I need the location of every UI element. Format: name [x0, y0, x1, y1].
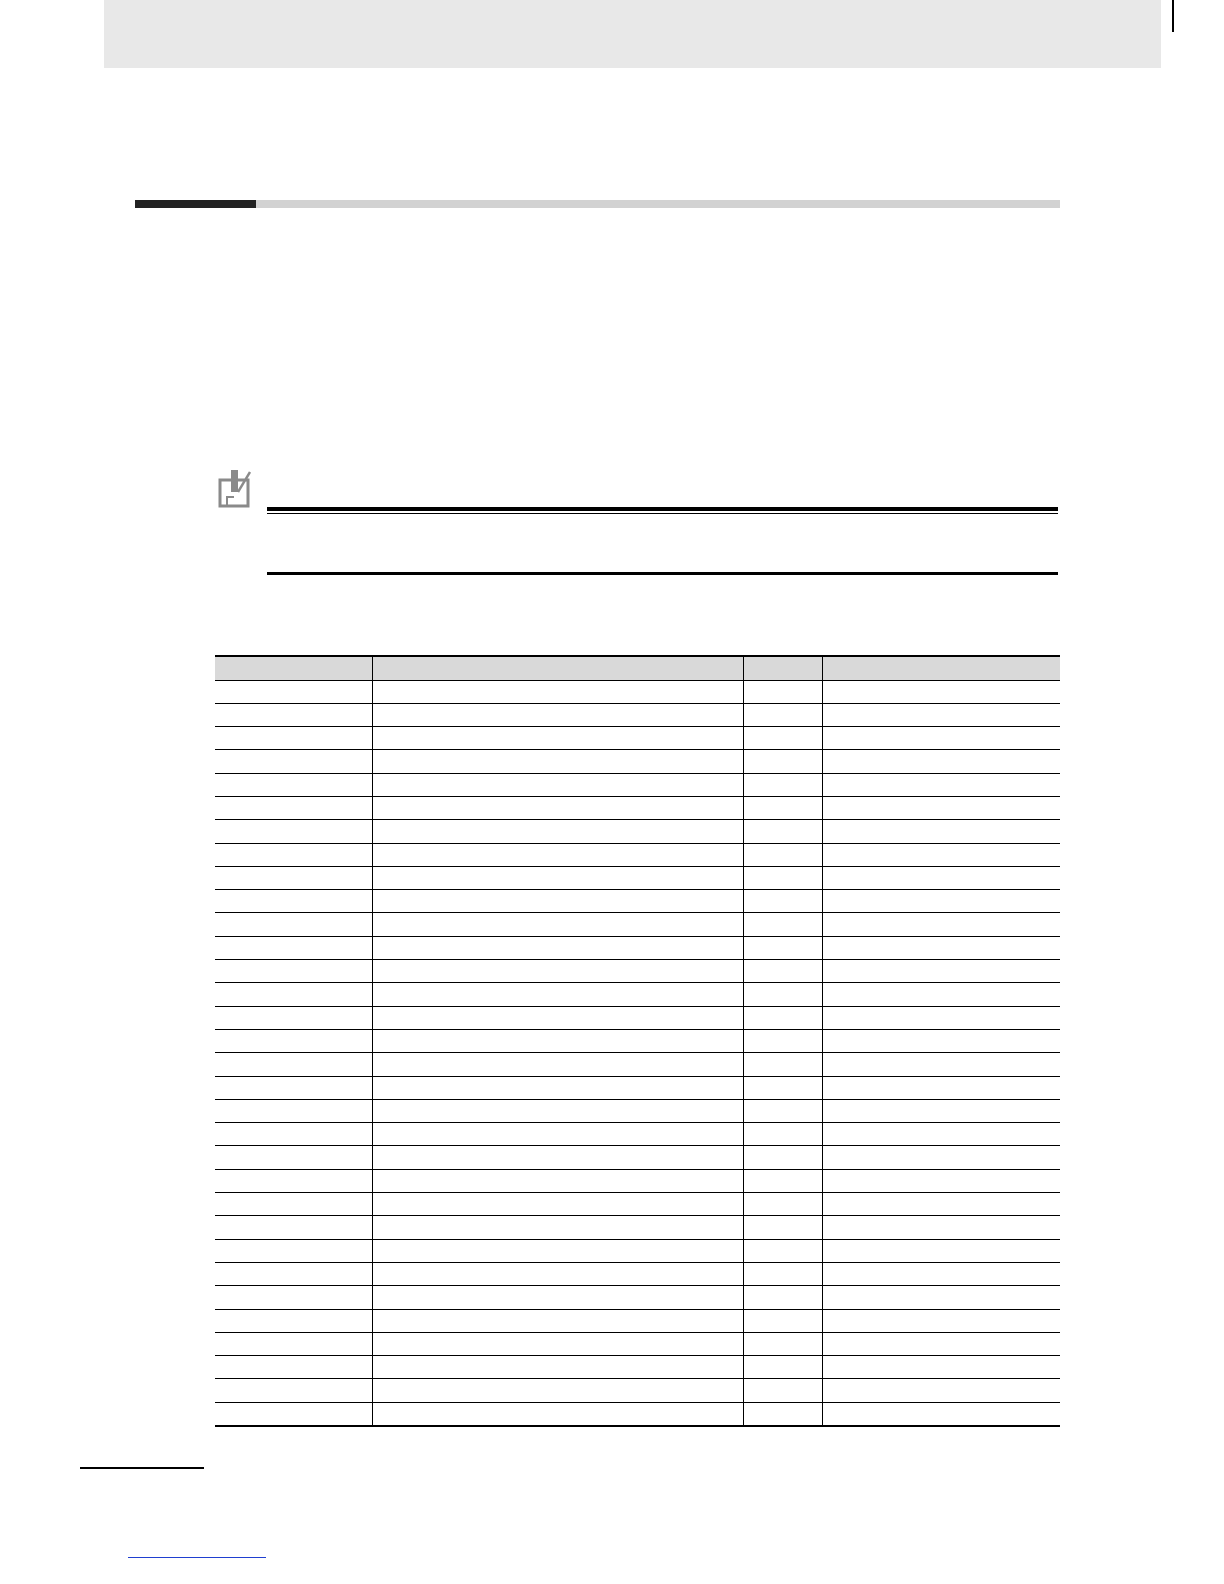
table-row: [215, 1029, 1060, 1052]
precautions-for-correct-use-icon: [218, 467, 254, 509]
note-top-rule-thin: [267, 513, 1058, 514]
table-row: [215, 1146, 1060, 1169]
table-cell: [215, 843, 372, 866]
table-cell: [743, 1379, 822, 1402]
table-cell: [215, 727, 372, 750]
table-cell: [743, 1123, 822, 1146]
table-cell: [215, 1006, 372, 1029]
table-row: [215, 1006, 1060, 1029]
table-cell: [215, 1239, 372, 1262]
table-cell: [743, 1169, 822, 1192]
table-cell: [822, 1123, 1060, 1146]
table-cell: [822, 913, 1060, 936]
table-cell: [372, 1309, 743, 1332]
table-row: [215, 820, 1060, 843]
table-row: [215, 1356, 1060, 1379]
table-cell: [822, 1146, 1060, 1169]
table-cell: [822, 680, 1060, 703]
table-cell: [372, 960, 743, 983]
table-cell: [372, 1146, 743, 1169]
table-cell: [822, 843, 1060, 866]
table-row: [215, 866, 1060, 889]
table-cell: [372, 1099, 743, 1122]
table-cell: [215, 983, 372, 1006]
table-row: [215, 890, 1060, 913]
table-cell: [822, 820, 1060, 843]
table-cell: [743, 913, 822, 936]
table-row: [215, 1309, 1060, 1332]
table-cell: [822, 866, 1060, 889]
table-cell: [743, 1262, 822, 1285]
table-cell: [822, 727, 1060, 750]
table-row: [215, 680, 1060, 703]
table-cell: [822, 1309, 1060, 1332]
table-row: [215, 727, 1060, 750]
table-cell: [372, 750, 743, 773]
table-cell: [743, 1076, 822, 1099]
table-cell: [372, 703, 743, 726]
table-cell: [822, 890, 1060, 913]
table-cell: [372, 983, 743, 1006]
table-cell: [372, 680, 743, 703]
table-cell: [215, 1193, 372, 1216]
table-row: [215, 1123, 1060, 1146]
table-cell: [215, 866, 372, 889]
table-cell: [372, 866, 743, 889]
table-cell: [372, 936, 743, 959]
table-cell: [372, 796, 743, 819]
table-cell: [822, 1262, 1060, 1285]
table-row: [215, 1076, 1060, 1099]
table-cell: [822, 1286, 1060, 1309]
table-cell: [743, 983, 822, 1006]
table-cell: [743, 1053, 822, 1076]
table-cell: [743, 866, 822, 889]
table-row: [215, 1332, 1060, 1355]
table-cell: [743, 1099, 822, 1122]
table-row: [215, 1379, 1060, 1402]
section-heading-rule-accent: [135, 200, 256, 208]
table-header-cell: [822, 656, 1060, 680]
table-cell: [822, 1076, 1060, 1099]
table-cell: [215, 680, 372, 703]
table-cell: [743, 820, 822, 843]
table-cell: [372, 1262, 743, 1285]
table-cell: [743, 1309, 822, 1332]
table-cell: [743, 1146, 822, 1169]
table-cell: [743, 890, 822, 913]
table-cell: [743, 703, 822, 726]
table-cell: [743, 1356, 822, 1379]
table-cell: [215, 1356, 372, 1379]
table-cell: [822, 1356, 1060, 1379]
table-header-cell: [372, 656, 743, 680]
table-cell: [215, 1099, 372, 1122]
table-row: [215, 1402, 1060, 1425]
table-cell: [372, 1239, 743, 1262]
table-row: [215, 913, 1060, 936]
page-edge-mark: [1172, 0, 1174, 32]
table-cell: [822, 773, 1060, 796]
table-row: [215, 983, 1060, 1006]
table-cell: [743, 960, 822, 983]
table-cell: [215, 1262, 372, 1285]
table-cell: [372, 1029, 743, 1052]
table-cell: [215, 1053, 372, 1076]
table-cell: [822, 1379, 1060, 1402]
table-cell: [215, 703, 372, 726]
table-cell: [372, 1216, 743, 1239]
table-cell: [743, 936, 822, 959]
table-cell: [743, 750, 822, 773]
table-cell: [743, 1216, 822, 1239]
table-cell: [215, 796, 372, 819]
table-cell: [372, 1123, 743, 1146]
table-row: [215, 703, 1060, 726]
table-cell: [822, 1216, 1060, 1239]
table-row: [215, 1239, 1060, 1262]
table-cell: [822, 1006, 1060, 1029]
table-cell: [372, 1356, 743, 1379]
table-cell: [215, 960, 372, 983]
table-cell: [372, 1379, 743, 1402]
table-row: [215, 750, 1060, 773]
footer-rule: [80, 1467, 204, 1469]
table-cell: [215, 1216, 372, 1239]
table-cell: [743, 773, 822, 796]
footer-link-underline[interactable]: [128, 1557, 266, 1558]
table-row: [215, 843, 1060, 866]
table-cell: [743, 680, 822, 703]
table-cell: [372, 1053, 743, 1076]
table-row: [215, 1053, 1060, 1076]
table-cell: [372, 890, 743, 913]
table-body: [215, 680, 1060, 1426]
table-cell: [743, 1286, 822, 1309]
table-cell: [215, 820, 372, 843]
table-cell: [372, 773, 743, 796]
table-row: [215, 936, 1060, 959]
note-top-rule: [267, 507, 1058, 511]
table-cell: [372, 1402, 743, 1425]
table-cell: [743, 1239, 822, 1262]
table-cell: [372, 913, 743, 936]
table-cell: [822, 1029, 1060, 1052]
table-cell: [215, 1169, 372, 1192]
table-cell: [822, 1169, 1060, 1192]
table-cell: [822, 936, 1060, 959]
table-cell: [372, 1006, 743, 1029]
table-header-cell: [743, 656, 822, 680]
table-cell: [215, 1379, 372, 1402]
table-cell: [822, 1332, 1060, 1355]
table-cell: [215, 936, 372, 959]
table-row: [215, 796, 1060, 819]
table-cell: [372, 1286, 743, 1309]
table-header-row: [215, 656, 1060, 680]
table-row: [215, 1262, 1060, 1285]
table-cell: [372, 1076, 743, 1099]
table-cell: [215, 1029, 372, 1052]
table-row: [215, 1193, 1060, 1216]
table-cell: [743, 1193, 822, 1216]
table-cell: [743, 1332, 822, 1355]
section-heading-rule: [135, 200, 1060, 208]
table-cell: [743, 1402, 822, 1425]
table-cell: [822, 750, 1060, 773]
table-cell: [215, 750, 372, 773]
table-cell: [822, 1239, 1060, 1262]
table-cell: [215, 1076, 372, 1099]
table-cell: [215, 890, 372, 913]
table-cell: [215, 913, 372, 936]
table-cell: [822, 1053, 1060, 1076]
table-row: [215, 1286, 1060, 1309]
table-cell: [822, 1099, 1060, 1122]
table-row: [215, 1099, 1060, 1122]
page-header-band: [104, 0, 1161, 68]
table-row: [215, 1216, 1060, 1239]
table-cell: [372, 1332, 743, 1355]
parameter-table: [215, 655, 1060, 1427]
table-cell: [215, 1332, 372, 1355]
table-cell: [822, 1193, 1060, 1216]
table-cell: [215, 1309, 372, 1332]
table-cell: [215, 1146, 372, 1169]
table-row: [215, 773, 1060, 796]
table-row: [215, 1169, 1060, 1192]
table-cell: [743, 843, 822, 866]
table-cell: [372, 843, 743, 866]
table-cell: [215, 1286, 372, 1309]
table-header-cell: [215, 656, 372, 680]
table-row: [215, 960, 1060, 983]
table-cell: [743, 1006, 822, 1029]
table-cell: [372, 1193, 743, 1216]
table-cell: [215, 1123, 372, 1146]
note-bottom-rule: [267, 572, 1058, 575]
table-cell: [743, 1029, 822, 1052]
table-cell: [822, 796, 1060, 819]
table-cell: [822, 960, 1060, 983]
table-cell: [372, 1169, 743, 1192]
table-cell: [372, 820, 743, 843]
table-cell: [743, 727, 822, 750]
table-cell: [215, 773, 372, 796]
table-cell: [822, 703, 1060, 726]
table-cell: [372, 727, 743, 750]
table-cell: [822, 983, 1060, 1006]
table-cell: [743, 796, 822, 819]
table-cell: [215, 1402, 372, 1425]
table-cell: [822, 1402, 1060, 1425]
